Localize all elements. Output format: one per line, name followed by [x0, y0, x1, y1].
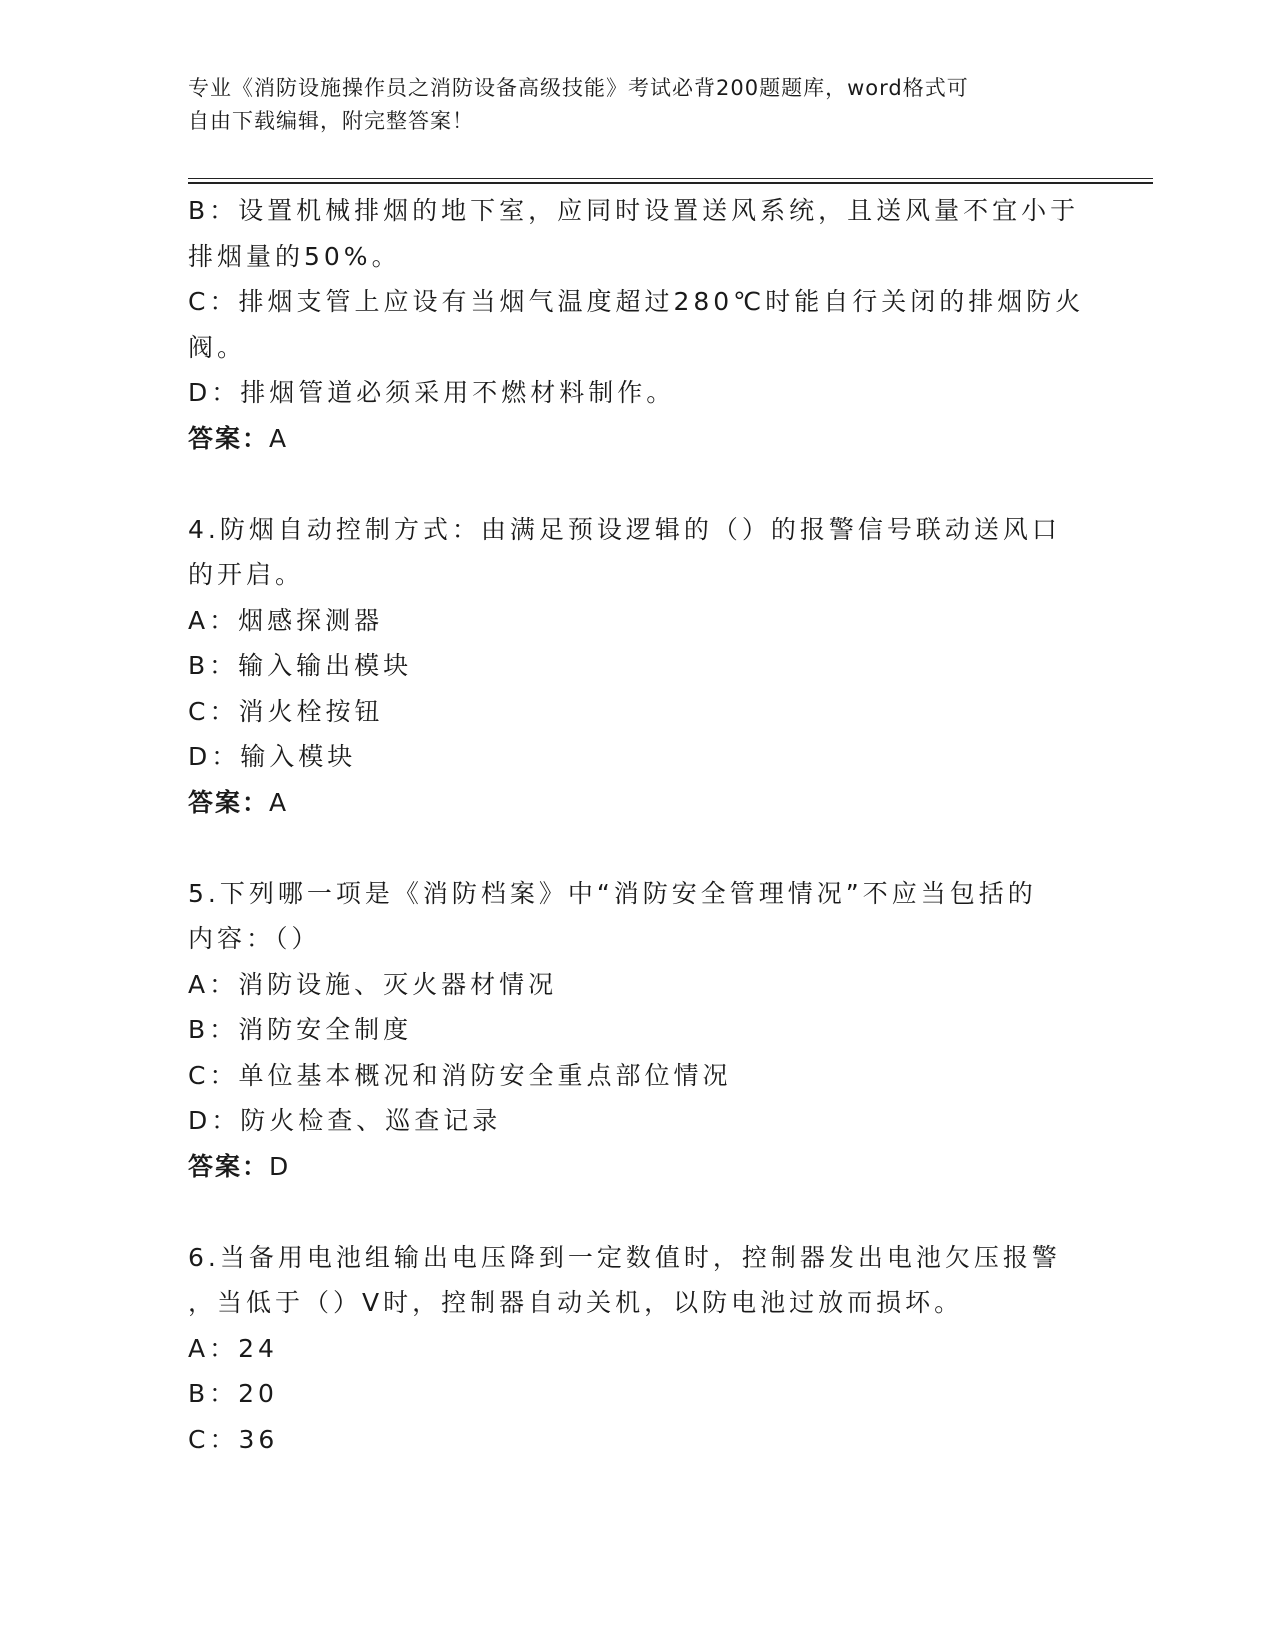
q6-option-c: C：36	[188, 1424, 279, 1454]
q5-option-a: A：消防设施、灭火器材情况	[188, 969, 558, 999]
q4-option-d: D：输入模块	[188, 742, 357, 771]
q5-option-d: D：防火检查、巡查记录	[188, 1106, 502, 1135]
q4-option-a: A：烟感探测器	[188, 605, 384, 635]
q5-answer-label: 答案：	[188, 1151, 270, 1181]
q6-stem-line-1: 6.当备用电池组输出电压降到一定数值时，控制器发出电池欠压报警	[188, 1242, 1061, 1272]
q3-answer	[188, 416, 1088, 462]
question-content	[188, 188, 1088, 1462]
q4-answer-label: 答案：	[188, 787, 270, 817]
q3-option-b-line-1: B：设置机械排烟的地下室，应同时设置送风系统，且送风量不宜小于	[188, 196, 1080, 225]
header-rule-thin	[188, 178, 1153, 179]
q6-option-a: A：24	[188, 1333, 278, 1363]
q3-option-c-line-1: C：排烟支管上应设有当烟气温度超过280℃时能自行关闭的排烟防火	[188, 287, 1085, 316]
q4-option-c: C：消火栓按钮	[188, 696, 384, 726]
q4-stem-line-2: 的开启。	[188, 560, 305, 589]
q4-answer	[188, 780, 1088, 826]
q5-answer	[188, 1144, 1088, 1190]
q3-option-c-line-2: 阀。	[188, 332, 247, 362]
q3-option-b-line-2: 排烟量的50%。	[188, 241, 401, 271]
q5-answer-value: D	[269, 1151, 291, 1181]
header-line-2: 自由下载编辑，附完整答案！	[188, 109, 474, 133]
header-rule-thick	[188, 182, 1153, 184]
q3-option-d: D：排烟管道必须采用不燃材料制作。	[188, 378, 676, 407]
q4-answer-value: A	[269, 787, 289, 817]
q4-stem-line-1: 4.防烟自动控制方式：由满足预设逻辑的（）的报警信号联动送风口	[188, 514, 1061, 544]
q6-option-b: B：20	[188, 1379, 278, 1408]
q6-stem-line-2: ，当低于（）V时，控制器自动关机，以防电池过放而损坏。	[188, 1288, 964, 1317]
spacer	[188, 461, 1088, 507]
q4-option-b: B：输入输出模块	[188, 651, 413, 680]
q5-option-b: B：消防安全制度	[188, 1015, 413, 1044]
document-header	[188, 72, 1068, 138]
q5-stem-line-2: 内容：（）	[188, 924, 321, 953]
spacer	[188, 1189, 1088, 1235]
q5-option-c: C：单位基本概况和消防安全重点部位情况	[188, 1060, 732, 1090]
q5-stem-line-1: 5.下列哪一项是《消防档案》中“消防安全管理情况”不应当包括的	[188, 878, 1037, 908]
header-line-1: 专业《消防设施操作员之消防设备高级技能》考试必背200题题库，word格式可	[188, 76, 969, 100]
spacer	[188, 825, 1088, 871]
q3-answer-label: 答案：	[188, 423, 270, 453]
q3-answer-value: A	[269, 423, 289, 453]
